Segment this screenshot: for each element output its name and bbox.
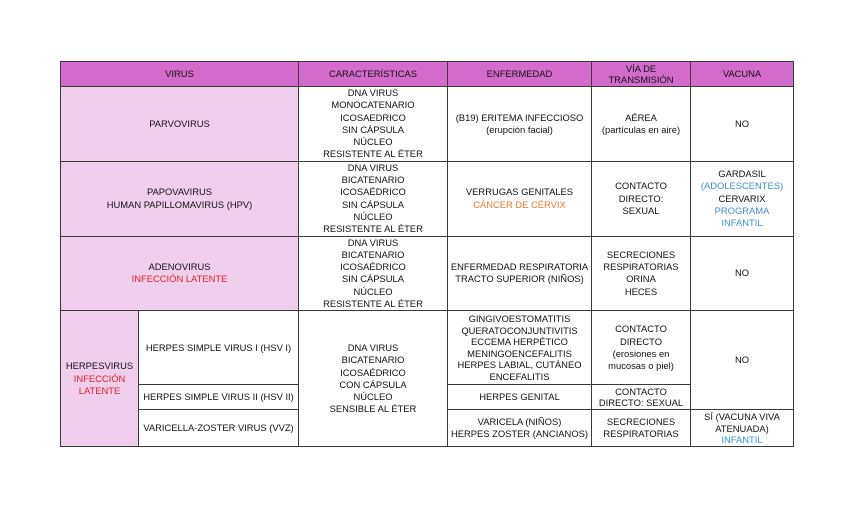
via-line: CONTACTO: [615, 180, 667, 192]
vaccine-line: ATENUADA): [715, 422, 769, 434]
via-hsv2: [592, 385, 691, 410]
subtype-hsv2: HERPES SIMPLE VIRUS II (HSV II): [139, 385, 299, 410]
via-line: mucosas o piel): [608, 360, 674, 372]
char-line: SIN CÁPSULA: [342, 198, 404, 210]
header-enfermedad: ENFERMEDAD: [448, 62, 592, 87]
char-line: NÚCLEO: [353, 210, 393, 222]
char-line: CON CÁPSULA: [339, 378, 407, 390]
header-virus: VIRUS: [61, 62, 299, 87]
char-line: DNA VIRUS: [347, 236, 399, 248]
char-line: ICOSAÉDRICO: [340, 186, 406, 198]
char-line: RESISTENTE AL ÉTER: [323, 148, 423, 160]
virus-name-papovavirus: [61, 161, 299, 236]
disease-highlight: CÁNCER DE CÉRVIX: [473, 198, 566, 210]
disease-line: MENINGOENCEFALITIS: [467, 347, 572, 359]
via-line: DIRECTO: [619, 335, 663, 347]
char-line: NÚCLEO: [353, 391, 393, 403]
disease-line: (erupción facial): [486, 123, 553, 135]
vaccine-note: INFANTIL: [721, 434, 763, 446]
virus-name-line: PAPOVAVIRUS: [146, 186, 213, 198]
virus-name-adenovirus: [61, 236, 299, 311]
via-papovavirus: [592, 161, 691, 236]
virus-name-parvovirus: PARVOVIRUS: [61, 87, 299, 162]
header-via-line-1: VÍA DE: [625, 62, 657, 74]
via-line: RESPIRATORIAS: [603, 261, 679, 273]
latent-note: INFECCIÓN LATENTE: [131, 273, 228, 285]
enfermedad-hsv1: [448, 311, 592, 385]
table-row: [61, 161, 794, 236]
via-adenovirus: [592, 236, 691, 311]
header-caracteristicas: CARACTERÍSTICAS: [299, 62, 448, 87]
char-line: MONOCATENARIO: [331, 99, 415, 111]
caracteristicas-papovavirus: [299, 161, 448, 236]
char-line: SENSIBLE AL ÉTER: [329, 403, 417, 415]
char-line: RESISTENTE AL ÉTER: [323, 298, 423, 310]
via-line: (partículas en aire): [601, 123, 681, 135]
disease-line: TRACTO SUPERIOR (NIÑOS): [455, 273, 584, 285]
char-line: ICOSAÉDRICO: [340, 261, 406, 273]
vaccine-note: INFANTIL: [721, 217, 763, 229]
via-line: SEXUAL: [622, 204, 660, 216]
latent-note: LATENTE: [78, 384, 121, 396]
char-line: ICOSAÉDRICO: [340, 366, 406, 378]
vaccine-line: CERVARIX: [718, 192, 766, 204]
disease-line: QUERATOCONJUNTIVITIS: [461, 324, 578, 336]
header-via-line-2: TRANSMISIÓN: [608, 74, 674, 85]
vaccine-line: SÍ (VACUNA VIVA: [704, 411, 780, 423]
char-line: RESISTENTE AL ÉTER: [323, 223, 423, 235]
disease-line: VARICELA (NIÑOS): [477, 416, 562, 428]
enfermedad-vzv: [448, 410, 592, 447]
caracteristicas-adenovirus: [299, 236, 448, 311]
virus-name-line: HUMAN PAPILLOMAVIRUS (HPV): [106, 198, 253, 210]
via-line: RESPIRATORIAS: [603, 428, 679, 440]
char-line: BICATENARIO: [341, 354, 405, 366]
disease-line: HERPES ZOSTER (ANCIANOS): [451, 428, 588, 440]
header-via-transmision: [592, 62, 691, 87]
vaccine-note: PROGRAMA: [714, 204, 770, 216]
char-line: NÚCLEO: [353, 136, 393, 148]
via-line: SECRECIONES: [606, 416, 676, 428]
enfermedad-adenovirus: [448, 236, 592, 311]
char-line: DNA VIRUS: [347, 161, 399, 173]
vaccine-line: GARDASIL: [718, 167, 766, 179]
table-row: [61, 87, 794, 162]
virus-name-line: HERPESVIRUS: [65, 360, 134, 372]
virus-table: [60, 61, 794, 447]
via-line: SECRECIONES: [606, 248, 676, 260]
subtype-hsv1: HERPES SIMPLE VIRUS I (HSV I): [139, 311, 299, 385]
char-line: DNA VIRUS: [347, 87, 399, 98]
caracteristicas-herpesvirus: [299, 311, 448, 447]
enfermedad-papovavirus: [448, 161, 592, 236]
virus-name-herpesvirus: [61, 311, 139, 447]
char-line: BICATENARIO: [341, 174, 405, 186]
via-hsv1: [592, 311, 691, 385]
latent-note: INFECCIÓN: [73, 372, 126, 384]
char-line: BICATENARIO: [341, 248, 405, 260]
disease-line: HERPES LABIAL, CUTÁNEO: [457, 359, 582, 371]
via-line: DIRECTO: SEXUAL: [598, 397, 684, 409]
header-row: [61, 62, 794, 87]
caracteristicas-parvovirus: [299, 87, 448, 162]
vacuna-parvovirus: NO: [691, 87, 794, 162]
via-vzv: [592, 410, 691, 447]
disease-line: ENCEFALITIS: [489, 370, 550, 382]
vacuna-hsv: NO: [691, 311, 794, 410]
enfermedad-hsv2: HERPES GENITAL: [448, 385, 592, 410]
disease-line: VERRUGAS GENITALES: [465, 186, 574, 198]
via-line: DIRECTO:: [618, 192, 664, 204]
disease-line: ECCEMA HERPÉTICO: [471, 336, 568, 348]
via-parvovirus: [592, 87, 691, 162]
via-line: ORINA: [626, 273, 656, 285]
char-line: SIN CÁPSULA: [342, 273, 404, 285]
vacuna-adenovirus: NO: [691, 236, 794, 311]
table-row: [61, 311, 794, 385]
via-line: HECES: [624, 285, 658, 297]
enfermedad-parvovirus: [448, 87, 592, 162]
table-row: [61, 236, 794, 311]
vacuna-vzv: [691, 410, 794, 447]
disease-line: GINGIVOESTOMATITIS: [468, 313, 571, 325]
disease-line: ENFERMEDAD RESPIRATORIA: [450, 261, 589, 273]
via-line: (erosiones en: [612, 347, 670, 359]
header-vacuna: VACUNA: [691, 62, 794, 87]
via-line: CONTACTO: [615, 385, 667, 397]
char-line: DNA VIRUS: [347, 341, 399, 353]
vacuna-papovavirus: [691, 161, 794, 236]
char-line: ICOSAEDRICO: [340, 111, 406, 123]
vaccine-note: (ADOLESCENTES): [700, 180, 784, 192]
virus-name-line: ADENOVIRUS: [148, 261, 211, 273]
subtype-vzv: VARICELLA-ZOSTER VIRUS (VVZ): [139, 410, 299, 447]
via-line: CONTACTO: [615, 323, 667, 335]
disease-line: (B19) ERITEMA INFECCIOSO: [455, 111, 584, 123]
via-line: AÉREA: [625, 111, 657, 123]
char-line: NÚCLEO: [353, 285, 393, 297]
char-line: SIN CÁPSULA: [342, 123, 404, 135]
